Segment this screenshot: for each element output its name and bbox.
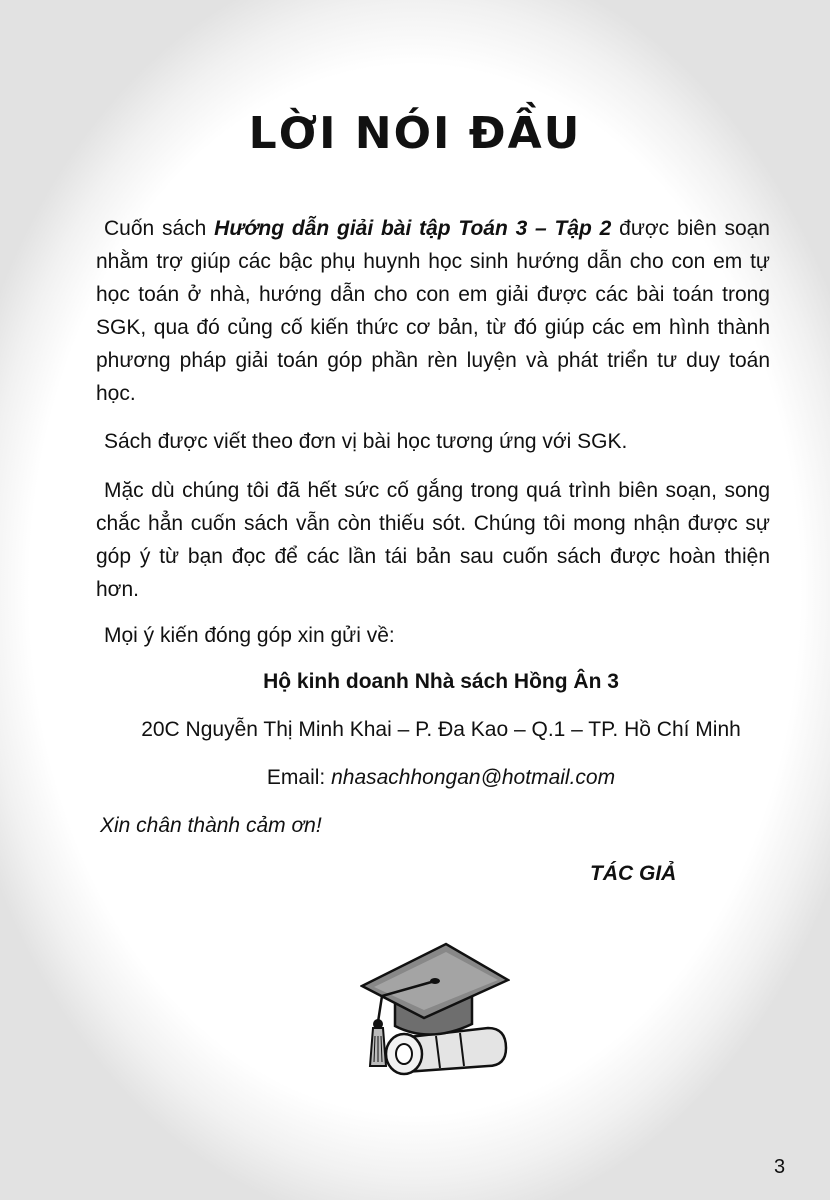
book-title: Hướng dẫn giải bài tập Toán 3 – Tập 2 — [214, 217, 612, 240]
publisher-address: 20C Nguyễn Thị Minh Khai – P. Đa Kao – Q.1 – TP. Hồ Chí Minh — [141, 718, 741, 741]
page-title: LỜI NÓI ĐẦU — [248, 108, 582, 159]
intro-suffix: được biên soạn nhằm trợ giúp các bậc phụ huynh học sinh hướng dẫn cho con em tự học toán ở nhà, hướng dẫn cho con em giải được các bài toán trong SGK, qua đó củng cố kiến thức cơ bản, từ đó giúp các em hình thành phương pháp giải toán góp phần rèn luyện và phát triển tư duy toán học. — [96, 217, 770, 405]
publisher-name: Hộ kinh doanh Nhà sách Hồng Ân 3 — [263, 670, 619, 693]
graduation-cap-icon — [360, 940, 510, 1080]
author-signature: TÁC GIẢ — [590, 862, 677, 885]
email-label: Email: — [266, 766, 332, 789]
apology-paragraph: Mặc dù chúng tôi đã hết sức cố gắng trong quá trình biên soạn, song chắc hẳn cuốn sách vẫn còn thiếu sót. Chúng tôi mong nhận được sự góp ý từ bạn đọc để các lần tái bản sau cuốn sách được hoàn thiện hơn. — [96, 479, 770, 601]
intro-prefix: Cuốn sách — [104, 217, 215, 240]
contact-intro: Mọi ý kiến đóng góp xin gửi về: — [104, 624, 395, 647]
contact-email — [26, 766, 830, 790]
structure-note: Sách được viết theo đơn vị bài học tương ứng với SGK. — [104, 430, 628, 453]
email-address: nhasachhongan@hotmail.com — [331, 766, 616, 789]
thanks-line: Xin chân thành cảm ơn! — [100, 814, 322, 837]
intro-paragraph — [96, 212, 770, 410]
page-number: 3 — [774, 1156, 786, 1178]
